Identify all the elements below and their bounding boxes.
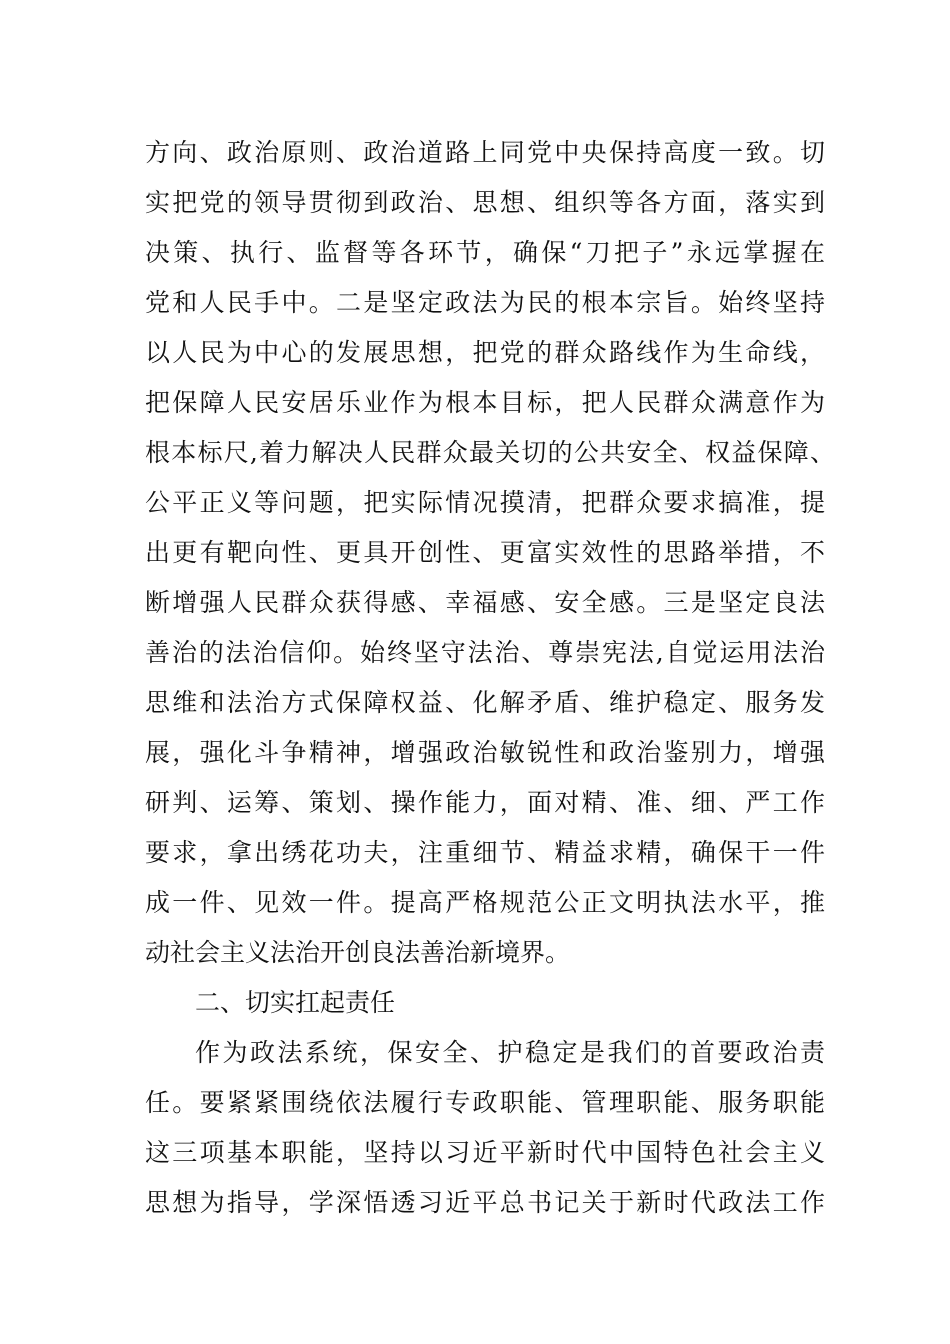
paragraph-line: 这三项基本职能，坚持以习近平新时代中国特色社会主义 [145,1138,825,1167]
paragraph-line: 方向、政治原则、政治道路上同党中央保持高度一致。切 [145,138,825,167]
paragraph-line: 善治的法治信仰。始终坚守法治、尊崇宪法,自觉运用法治 [145,638,825,667]
paragraph-line: 出更有靶向性、更具开创性、更富实效性的思路举措，不 [145,538,825,567]
paragraph-line: 党和人民手中。二是坚定政法为民的根本宗旨。始终坚持 [145,288,825,317]
paragraph-line: 断增强人民群众获得感、幸福感、安全感。三是坚定良法 [145,588,825,617]
paragraph-line: 思维和法治方式保障权益、化解矛盾、维护稳定、服务发 [145,688,825,717]
section-heading: 二、切实扛起责任 [195,988,396,1017]
paragraph-line: 任。要紧紧围绕依法履行专政职能、管理职能、服务职能 [145,1088,825,1117]
paragraph-line: 实把党的领导贯彻到政治、思想、组织等各方面，落实到 [145,188,825,217]
paragraph-line: 把保障人民安居乐业作为根本目标，把人民群众满意作为 [145,388,825,417]
paragraph-line: 动社会主义法治开创良法善治新境界。 [145,938,571,967]
paragraph-line: 思想为指导，学深悟透习近平总书记关于新时代政法工作 [145,1188,825,1217]
paragraph-line: 研判、运筹、策划、操作能力，面对精、准、细、严工作 [145,788,825,817]
paragraph-line: 公平正义等问题，把实际情况摸清，把群众要求搞准，提 [145,488,825,517]
paragraph-line: 决策、执行、监督等各环节，确保“刀把子”永远掌握在 [145,238,825,267]
paragraph-line: 成一件、见效一件。提高严格规范公正文明执法水平，推 [145,888,825,917]
paragraph-line: 根本标尺,着力解决人民群众最关切的公共安全、权益保障、 [145,438,835,467]
paragraph-line: 展，强化斗争精神，增强政治敏锐性和政治鉴别力，增强 [145,738,825,767]
paragraph-line: 以人民为中心的发展思想，把党的群众路线作为生命线， [145,338,825,367]
paragraph-line: 要求，拿出绣花功夫，注重细节、精益求精，确保干一件 [145,838,825,867]
paragraph-line: 作为政法系统，保安全、护稳定是我们的首要政治责 [195,1038,825,1067]
